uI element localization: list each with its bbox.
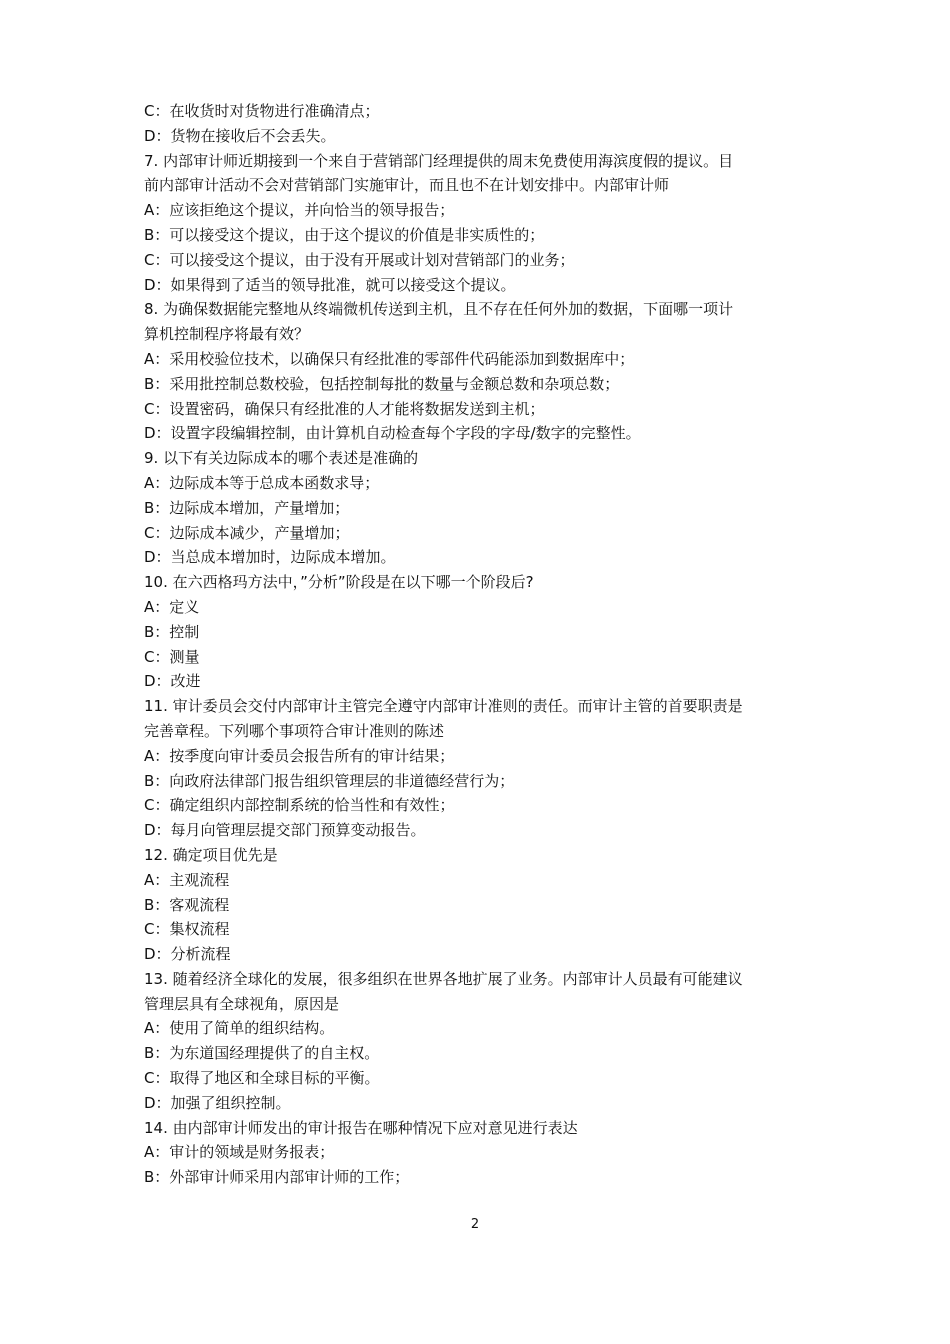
text-line: A：采用校验位技术，以确保只有经批准的零部件代码能添加到数据库中； bbox=[144, 349, 635, 368]
text-line: D：分析流程 bbox=[144, 945, 231, 964]
text-line: D：加强了组织控制。 bbox=[144, 1093, 291, 1112]
text-line: C：边际成本减少，产量增加； bbox=[144, 523, 350, 542]
text-line: 11. 审计委员会交付内部审计主管完全遵守内部审计准则的责任。而审计主管的首要职责是 bbox=[144, 697, 743, 716]
text-line: A：按季度向审计委员会报告所有的审计结果； bbox=[144, 746, 455, 765]
text-line: 13. 随着经济全球化的发展，很多组织在世界各地扩展了业务。内部审计人员最有可能建议 bbox=[144, 969, 743, 988]
text-line: D：改进 bbox=[144, 672, 201, 691]
text-line: A：边际成本等于总成本函数求导； bbox=[144, 473, 380, 492]
text-line: 8. 为确保数据能完整地从终端微机传送到主机，且不存在任何外加的数据，下面哪一项计 bbox=[144, 300, 734, 319]
text-line: D：货物在接收后不会丢失。 bbox=[144, 126, 336, 145]
text-line: B：外部审计师采用内部审计师的工作； bbox=[144, 1168, 410, 1187]
text-line: A：审计的领域是财务报表； bbox=[144, 1143, 335, 1162]
text-line: 10. 在六西格玛方法中，”分析”阶段是在以下哪一个阶段后? bbox=[144, 573, 534, 592]
page-content bbox=[144, 99, 824, 1190]
text-line: 前内部审计活动不会对营销部门实施审计，而且也不在计划安排中。内部审计师 bbox=[144, 176, 670, 195]
text-line: B：向政府法律部门报告组织管理层的非道德经营行为； bbox=[144, 771, 515, 790]
text-line: A：应该拒绝这个提议，并向恰当的领导报告； bbox=[144, 201, 455, 220]
text-line: B：采用批控制总数校验，包括控制每批的数量与金额总数和杂项总数； bbox=[144, 374, 620, 393]
text-line: C：在收货时对货物进行准确清点； bbox=[144, 102, 380, 120]
text-line: C：确定组织内部控制系统的恰当性和有效性； bbox=[144, 796, 455, 815]
text-line: 9. 以下有关边际成本的哪个表述是准确的 bbox=[144, 449, 419, 468]
text-line: B：控制 bbox=[144, 622, 200, 641]
text-line: B：客观流程 bbox=[144, 895, 230, 914]
text-line: 算机控制程序将最有效？ bbox=[144, 325, 310, 344]
text-line: 12. 确定项目优先是 bbox=[144, 845, 278, 864]
text-line: A：使用了简单的组织结构。 bbox=[144, 1019, 335, 1038]
text-line: A：主观流程 bbox=[144, 870, 230, 889]
text-line: D：当总成本增加时，边际成本增加。 bbox=[144, 548, 396, 567]
text-line: C：测量 bbox=[144, 647, 200, 666]
text-line: C：设置密码，确保只有经批准的人才能将数据发送到主机； bbox=[144, 399, 545, 418]
text-line: C：取得了地区和全球目标的平衡。 bbox=[144, 1069, 380, 1088]
text-line: B：边际成本增加，产量增加； bbox=[144, 498, 350, 517]
text-line: C：集权流程 bbox=[144, 920, 230, 939]
text-line: 完善章程。下列哪个事项符合审计准则的陈述 bbox=[144, 721, 445, 740]
text-line: D：每月向管理层提交部门预算变动报告。 bbox=[144, 821, 426, 840]
text-line: A：定义 bbox=[144, 597, 200, 616]
text-line: D：如果得到了适当的领导批准，就可以接受这个提议。 bbox=[144, 275, 516, 294]
text-line: 14. 由内部审计师发出的审计报告在哪种情况下应对意见进行表达 bbox=[144, 1118, 578, 1137]
page-number: 2 bbox=[470, 1217, 480, 1232]
text-line: B：为东道国经理提供了的自主权。 bbox=[144, 1044, 380, 1063]
text-line: 7. 内部审计师近期接到一个来自于营销部门经理提供的周末免费使用海滨度假的提议。目 bbox=[144, 151, 734, 170]
text-line: B：可以接受这个提议，由于这个提议的价值是非实质性的； bbox=[144, 225, 545, 244]
text-line: D：设置字段编辑控制，由计算机自动检查每个字段的字母/数字的完整性。 bbox=[144, 424, 641, 443]
text-line: 管理层具有全球视角，原因是 bbox=[144, 994, 340, 1013]
text-line: C：可以接受这个提议，由于没有开展或计划对营销部门的业务； bbox=[144, 250, 575, 269]
